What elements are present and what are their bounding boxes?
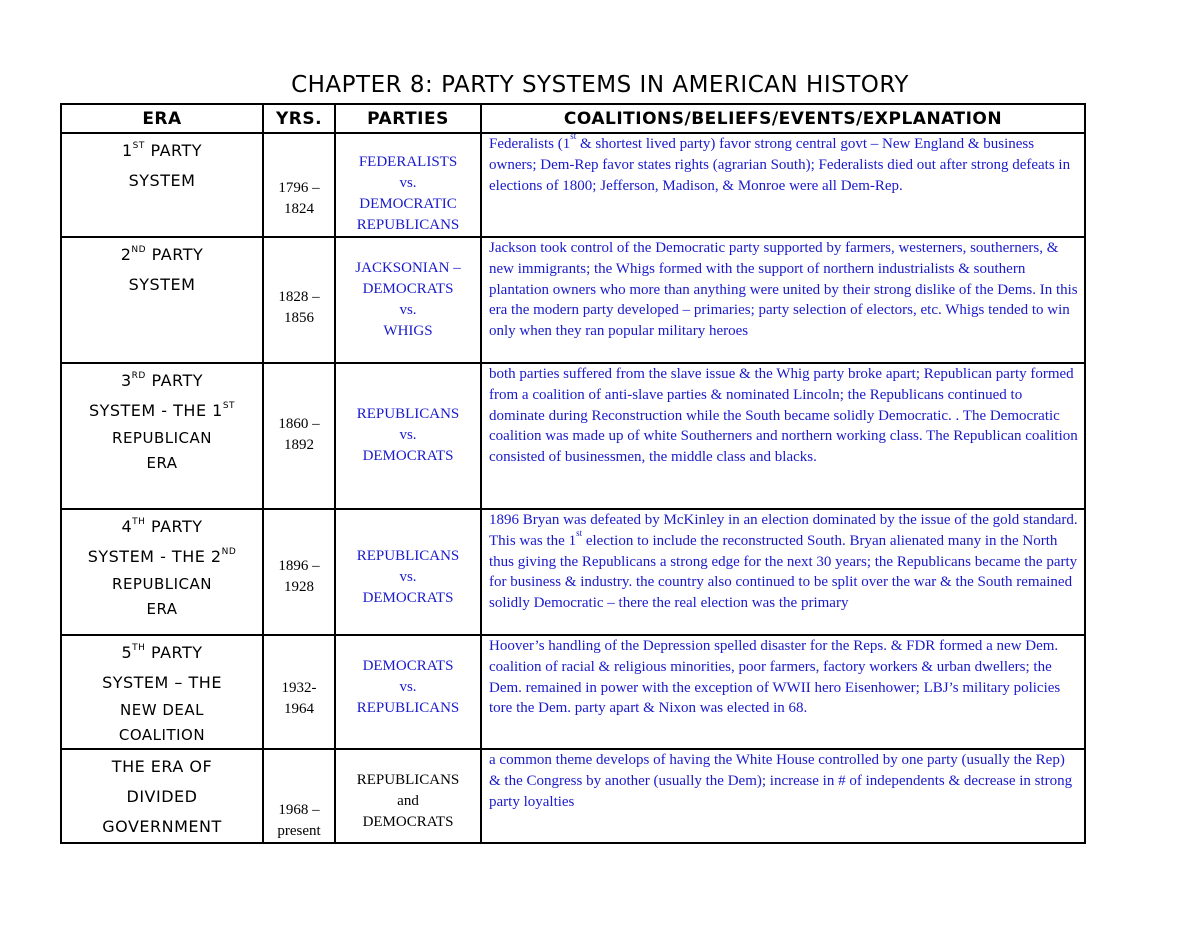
years-line: 1824 [284, 201, 314, 217]
explanation-cell [481, 749, 1085, 843]
explanation-cell [481, 509, 1085, 635]
era-line: NEW DEAL [120, 701, 204, 719]
era-line: SYSTEM [128, 275, 196, 294]
party-line: DEMOCRATS [362, 281, 454, 297]
party-line: DEMOCRATIC [359, 196, 457, 212]
era-cell [61, 635, 263, 749]
party-line: and [397, 793, 419, 809]
years-line: 1896 – [278, 558, 320, 574]
years-line: 1892 [284, 437, 314, 453]
era-number: 1 [121, 141, 133, 160]
era-ordinal: TH [132, 643, 146, 653]
party-line: REPUBLICANS [356, 406, 460, 422]
explanation-text: both parties suffered from the slave issue & the Whig party broke apart; Republican party formed from a coalition of anti-slave parties & nominated Lincoln; the Republicans continued to dominate during Reconstruction while the South became solidly Democratic. . The Democratic coalition was made up of white Southerners and northern working class. The Republican coalition consisted of businessmen, the middle class and blacks. [489, 366, 1078, 466]
party-line: REPUBLICANS [356, 700, 460, 716]
explanation-text: election to include the reconstructed South. Bryan alienated many in the North thus giving the Republicans a strong edge for the next 30 years; the Republicans became the party for business & industry. the country also continued to be split over the war & the South remained solidly Democratic – there the real election was the primary [489, 532, 1078, 612]
party-line: JACKSONIAN – [355, 260, 461, 276]
era-ordinal: ND [131, 245, 147, 255]
years-line: 1928 [284, 579, 314, 595]
years-line: 1828 – [278, 289, 320, 305]
era-line: GOVERNMENT [102, 817, 222, 836]
party-line: vs. [399, 302, 417, 318]
party-line: REPUBLICANS [356, 217, 460, 233]
era-line: SYSTEM - THE 2 [87, 547, 222, 566]
explanation-ordinal: st [570, 133, 577, 141]
era-cell [61, 509, 263, 635]
table-row [61, 749, 1085, 843]
era-cell [61, 363, 263, 509]
parties-cell [335, 133, 481, 237]
explanation-text: Hoover’s handling of the Depression spelled disaster for the Reps. & FDR formed a new Dem. coalition of racial & religious minorities, poor farmers, factory workers & urban dwellers; the Dem. remained in power with the exception of WWII hero Eisenhower; LBJ’s military policies tore the Dem. party apart & Nixon was elected in 68. [489, 638, 1061, 717]
era-line: SYSTEM [128, 171, 196, 190]
era-line: PARTY [145, 371, 204, 390]
era-ordinal: ST [222, 401, 236, 411]
era-line: COALITION [118, 726, 206, 744]
years-cell [263, 749, 335, 843]
party-line: REPUBLICANS [356, 547, 460, 564]
era-cell [61, 749, 263, 843]
years-line: 1964 [284, 701, 314, 717]
party-line: vs. [399, 427, 417, 443]
era-number: 2 [120, 245, 132, 264]
party-line: DEMOCRATS [362, 448, 454, 464]
party-line: WHIGS [383, 323, 433, 339]
explanation-text: Federalists (1 [489, 136, 571, 152]
explanation-cell [481, 237, 1085, 363]
party-line: vs. [399, 568, 417, 585]
years-cell [263, 237, 335, 363]
explanation-text: Jackson took control of the Democratic party supported by farmers, westerners, southerners, & new immigrants; the Whigs formed with the support of northern industrialists & southern plantation owners who more than anything were united by their strong dislike of the Dems. In this era the modern party developed – primaries; party selection of electors, etc. Whigs tended to win only when they ran popular military heroes [489, 240, 1078, 340]
era-line: ERA [146, 600, 178, 618]
parties-cell [335, 237, 481, 363]
years-cell [263, 509, 335, 635]
era-line: ERA [146, 454, 178, 472]
header-parties: PARTIES [335, 104, 481, 133]
header-yrs: YRS. [263, 104, 335, 133]
years-line: 1796 – [278, 180, 320, 196]
years-line: 1968 – [278, 802, 320, 818]
era-line: PARTY [145, 517, 203, 536]
era-number: 5 [121, 643, 133, 662]
parties-cell [335, 509, 481, 635]
explanation-cell [481, 133, 1085, 237]
explanation-cell [481, 635, 1085, 749]
era-number: 3 [120, 371, 132, 390]
parties-cell [335, 749, 481, 843]
parties-cell [335, 635, 481, 749]
era-line: PARTY [144, 141, 203, 160]
era-number: 4 [121, 517, 133, 536]
era-line: REPUBLICAN [112, 575, 212, 593]
years-cell [263, 363, 335, 509]
table-row [61, 509, 1085, 635]
party-line: DEMOCRATS [362, 589, 454, 606]
explanation-ordinal: st [576, 527, 583, 538]
years-cell [263, 635, 335, 749]
era-ordinal: TH [132, 517, 146, 527]
table-row [61, 635, 1085, 749]
party-line: FEDERALISTS [358, 154, 458, 170]
era-line: THE ERA OF [111, 757, 213, 776]
party-line: vs. [399, 175, 417, 191]
era-line: DIVIDED [126, 787, 198, 806]
era-cell [61, 133, 263, 237]
page-title: CHAPTER 8: PARTY SYSTEMS IN AMERICAN HISTORY [291, 72, 909, 98]
explanation-text: & shortest lived party) favor strong central govt – New England & business owners; Dem-Rep favor states rights (agrarian South); Federalists died out after strong defeats in elections of 1800; Jefferson, Madison, & Monroe were all Dem-Rep. [489, 136, 1071, 194]
era-line: SYSTEM – THE [102, 673, 222, 692]
party-line: DEMOCRATS [362, 814, 454, 830]
table-row [61, 237, 1085, 363]
era-line: PARTY [146, 245, 204, 264]
era-line: REPUBLICAN [112, 429, 212, 447]
years-line: 1856 [284, 310, 314, 326]
era-line: PARTY [145, 643, 203, 662]
years-line: present [277, 823, 321, 839]
party-systems-table [60, 103, 1086, 844]
years-cell [263, 133, 335, 237]
party-line: REPUBLICANS [356, 772, 460, 788]
years-line: 1860 – [278, 416, 320, 432]
era-ordinal: ND [221, 547, 237, 557]
era-ordinal: RD [131, 371, 146, 381]
header-era: ERA [61, 104, 263, 133]
table-row [61, 133, 1085, 237]
header-explanation: COALITIONS/BELIEFS/EVENTS/EXPLANATION [481, 104, 1085, 133]
header-row [61, 104, 1085, 133]
explanation-text: a common theme develops of having the White House controlled by one party (usually the Rep) & the Congress by another (usually the Dem); increase in # of independents & decrease in strong party loyalties [489, 752, 1073, 810]
explanation-text: 1896 Bryan was defeated by McKinley in an election dominated by the issue of the gold standard. This was the 1 [489, 512, 1078, 549]
party-line: vs. [399, 679, 417, 695]
era-ordinal: ST [132, 141, 145, 151]
era-line: SYSTEM - THE 1 [88, 401, 223, 420]
years-line: 1932- [281, 680, 317, 696]
table-row [61, 363, 1085, 509]
party-line: DEMOCRATS [362, 658, 454, 674]
explanation-cell [481, 363, 1085, 509]
parties-cell [335, 363, 481, 509]
era-cell [61, 237, 263, 363]
